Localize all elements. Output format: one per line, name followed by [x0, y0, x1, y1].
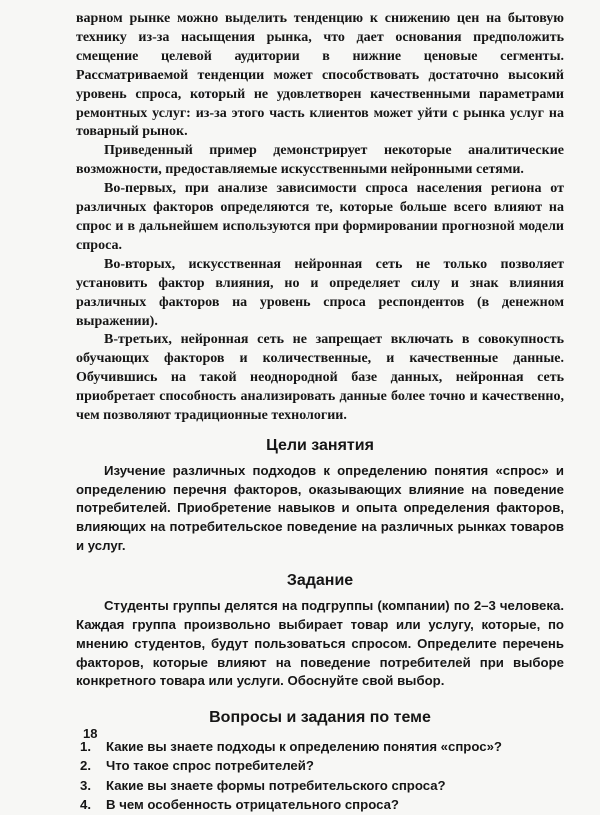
question-item — [76, 795, 564, 815]
intro-paragraph: варном рынке можно выделить тенденцию к снижению цен на бытовую технику из-за насыщения рынка, что дает основания предположить смещение целевой аудитории в нижние ценовые сегменты. Рассматриваемой тенденции может способствовать достаточно высокий уровень спроса, который не удовлетворен качественными параметрами ремонтных услуг: из-за этого часть клиентов может уйти с рынка услуг на товарный рынок. — [76, 11, 564, 140]
intro-paragraph: Приведенный пример демонстрирует некоторые аналитические возможности, предоставляемые искусственными нейронными сетями. — [76, 143, 564, 178]
question-number: 3. — [80, 777, 91, 793]
question-text: Какие вы знаете подходы к определению понятия «спрос»? — [106, 738, 502, 754]
question-text: Какие вы знаете формы потребительского спроса? — [106, 777, 446, 793]
task-text: Студенты группы делятся на подгруппы (компании) по 2–3 человека. Каждая группа произвольно выбирает товар или услугу, которые, по мнению студентов, будут пользоваться спросом. Определите перечень факторов, которые влияют на поведение потребителей при выборе конкретного товара или услуги. Обоснуйте свой выбор. — [76, 598, 564, 689]
question-number: 2. — [80, 758, 91, 774]
goals-heading: Цели занятия — [266, 436, 374, 454]
question-number: 1. — [80, 738, 91, 754]
question-number: 4. — [80, 797, 91, 813]
intro-paragraph: Во-первых, при анализе зависимости спроса населения региона от различных факторов определяются те, которые больше всего влияют на спрос и в дальнейшем используются при формировании прогнозной модели спроса. — [76, 181, 564, 253]
question-item — [76, 776, 564, 796]
intro-paragraph: В-третьих, нейронная сеть не запрещает включать в совокупность обучающих факторов и количественные, и качественные данные. Обучившись на такой неоднородной базе данных, нейронная сеть приобретает способность анализировать данные более точно и качественно, чем позволяют традиционные технологии. — [76, 332, 564, 424]
goals-text: Изучение различных подходов к определению понятия «спрос» и определению перечня факторов, оказывающих влияние на поведение потребителей. Приобретение навыков и опыта определения факторов, влияющих на потребительское поведение на различных рынках товаров и услуг. — [76, 462, 564, 553]
questions-list — [76, 737, 564, 815]
question-text: Что такое спрос потребителей? — [106, 758, 314, 774]
question-item — [76, 756, 564, 776]
task-heading: Задание — [286, 572, 354, 590]
question-text: В чем особенность отрицательного спроса? — [106, 797, 399, 813]
intro-paragraph: Во-вторых, искусственная нейронная сеть не только позволяет установить фактор влияния, но и определяет силу и знак влияния различных факторов на уровень спроса респондентов (в денежном выражении). — [76, 256, 564, 329]
questions-heading: Вопросы и задания по теме — [209, 708, 431, 726]
page-number: 18 — [83, 726, 98, 741]
question-item — [76, 737, 564, 757]
